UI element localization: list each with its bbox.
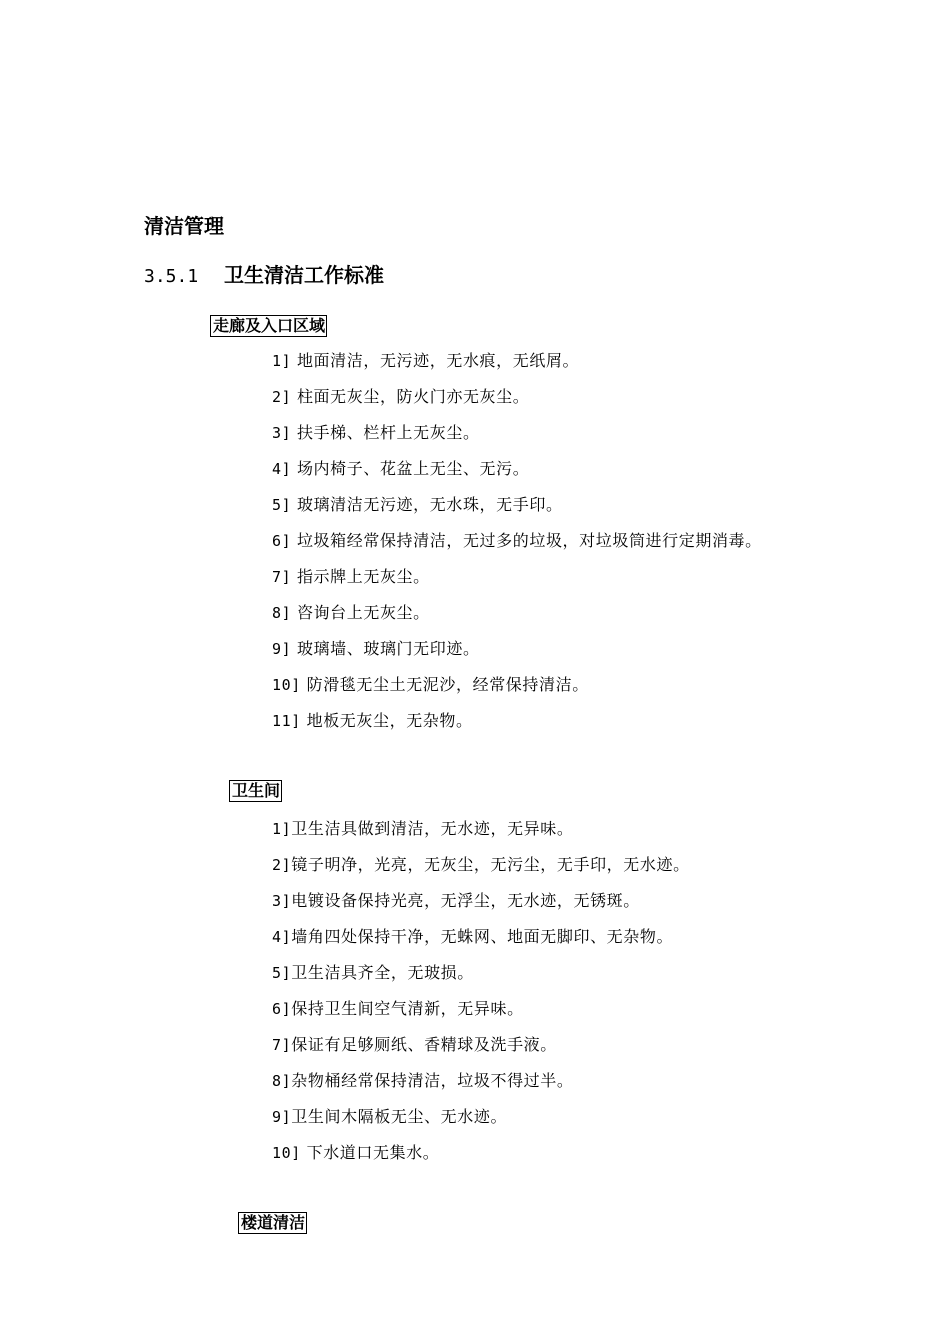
list-item: 9] 玻璃墙、玻璃门无印迹。 — [272, 639, 480, 658]
subsection-title: 卫生清洁工作标准 — [224, 263, 384, 287]
list-item: 2]镜子明净，光亮，无灰尘，无污尘，无手印，无水迹。 — [272, 855, 690, 874]
list-item: 10] 下水道口无集水。 — [272, 1143, 440, 1162]
list-item: 6] 垃圾箱经常保持清洁，无过多的垃圾，对垃圾筒进行定期消毒。 — [272, 531, 762, 550]
list-item: 3] 扶手梯、栏杆上无灰尘。 — [272, 423, 480, 442]
list-item: 5]卫生洁具齐全，无玻损。 — [272, 963, 474, 982]
chapter-title: 清洁管理 — [144, 214, 224, 238]
section-heading-restroom: 卫生间 — [229, 780, 282, 802]
list-item: 6]保持卫生间空气清新，无异味。 — [272, 999, 524, 1018]
subsection-number: 3.5.1 — [144, 266, 199, 287]
list-item: 8]杂物桶经常保持清洁，垃圾不得过半。 — [272, 1071, 574, 1090]
list-item: 5] 玻璃清洁无污迹，无水珠，无手印。 — [272, 495, 563, 514]
list-item: 11] 地板无灰尘，无杂物。 — [272, 711, 473, 730]
list-item: 2] 柱面无灰尘，防火门亦无灰尘。 — [272, 387, 530, 406]
section-list-corridor — [272, 343, 762, 739]
section-heading-corridor: 走廊及入口区域 — [210, 315, 327, 337]
list-item: 10] 防滑毯无尘土无泥沙，经常保持清洁。 — [272, 675, 589, 694]
section-list-restroom — [272, 811, 690, 1171]
list-item: 3]电镀设备保持光亮，无浮尘，无水迹，无锈斑。 — [272, 891, 640, 910]
list-item: 9]卫生间木隔板无尘、无水迹。 — [272, 1107, 508, 1126]
list-item: 8] 咨询台上无灰尘。 — [272, 603, 430, 622]
list-item: 7] 指示牌上无灰尘。 — [272, 567, 430, 586]
list-item: 7]保证有足够厕纸、香精球及洗手液。 — [272, 1035, 557, 1054]
list-item: 4]墙角四处保持干净，无蛛网、地面无脚印、无杂物。 — [272, 927, 674, 946]
list-item: 1] 地面清洁，无污迹，无水痕，无纸屑。 — [272, 351, 580, 370]
subsection-heading — [144, 261, 384, 291]
list-item: 4] 场内椅子、花盆上无尘、无污。 — [272, 459, 530, 478]
list-item: 1]卫生洁具做到清洁，无水迹，无异味。 — [272, 819, 574, 838]
section-heading-stairway: 楼道清洁 — [238, 1212, 307, 1234]
